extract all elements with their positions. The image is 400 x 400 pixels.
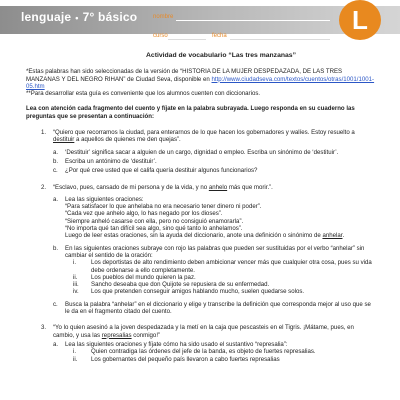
- sub-item: [53, 158, 376, 165]
- roman-item: [65, 348, 376, 355]
- sub-letter: c.: [53, 167, 58, 175]
- sub-text: [65, 232, 376, 239]
- sub-item: [53, 245, 376, 296]
- fecha-line: [230, 39, 330, 40]
- sub-letter: b.: [53, 157, 59, 165]
- question-number: 2.: [41, 183, 47, 191]
- question-number: 1.: [41, 129, 47, 137]
- roman-number: i.: [73, 348, 77, 356]
- target-word: represalias: [101, 331, 132, 339]
- instructions: Lea con atención cada fragmento del cuento y fíjate en la palabra subrayada. Luego responda en su cuaderno las preguntas que se presentan a continuación:: [26, 105, 355, 120]
- target-word: anhelo: [208, 183, 228, 191]
- source-link[interactable]: http://www.ciudadseva.com/textos/cuentos/otras/1001/1001-05.htm: [26, 75, 375, 90]
- sub-letter: a.: [53, 195, 59, 203]
- quote-text: “Quiero que recorramos la ciudad, para enterarnos de lo que hacen los gobernadores y walíes. Estoy resuelto a: [53, 129, 355, 137]
- quote-text: a aquellos de quienes me den quejas”.: [74, 136, 181, 144]
- sub-text: Busca la palabra “anhelar” en el diccionario y elige y transcribe la definición que corresponda mejor al uso que se le da en el fragmento citado del cuento.: [65, 300, 371, 316]
- sub-item: [53, 149, 376, 156]
- worksheet-header: [0, 0, 400, 45]
- question-2: [26, 184, 376, 316]
- sub-letter: b.: [53, 244, 59, 252]
- quote-text: conmigo!”: [131, 331, 161, 339]
- worksheet-body: [26, 52, 376, 363]
- quote-text: “Esclavo, pues, cansado de mi persona y de la vida, y no: [53, 183, 209, 191]
- sub-item: [53, 341, 376, 363]
- nombre-label: nombre: [153, 14, 174, 20]
- subject-title: [21, 10, 137, 24]
- roman-item: [65, 274, 376, 281]
- roman-text: Los pueblos del mundo quieren la paz.: [91, 273, 196, 281]
- roman-number: iv.: [73, 288, 79, 296]
- sub-item: [53, 301, 376, 316]
- curso-line: [168, 39, 206, 40]
- roman-item: [65, 281, 376, 288]
- sub-text: Lea las siguientes oraciones y fíjate cómo ha sido usado el sustantivo “represalia”:: [65, 340, 288, 348]
- question-quote: [53, 324, 376, 339]
- question-1: [26, 129, 376, 174]
- sub-letter: c.: [53, 300, 58, 308]
- roman-number: ii.: [73, 355, 78, 363]
- sub-text-part: Luego de leer estas oraciones, sin la ayuda del diccionario, anote una definición o sinónimo de: [65, 232, 323, 240]
- subject-name: lenguaje: [21, 10, 72, 24]
- roman-number: i.: [73, 259, 77, 267]
- sub-letter: a.: [53, 148, 59, 156]
- roman-text: Los que pretenden conseguir amigos hablando mucho, suelen quedarse solos.: [91, 288, 305, 296]
- roman-item: [65, 259, 376, 274]
- roman-text: Quien contradiga las órdenes del jefe de la banda, es objeto de fuertes represalias.: [91, 348, 316, 356]
- fecha-label: fecha: [212, 33, 227, 39]
- sub-item: [53, 196, 376, 240]
- roman-text: Los deportistas de alto rendimiento deben ambicionar vencer más que cualquier otra cosa, pues su vida debe ordenarse a ello completamente.: [91, 259, 372, 274]
- roman-text: Los gobernantes del pequeño país llevaron a cabo fuertes represalias: [91, 355, 280, 363]
- sub-text: En las siguientes oraciones subraye con rojo las palabras que pueden ser sustituidas por el verbo “anhelar” sin cambiar el sentido de la oración:: [65, 244, 365, 259]
- source-note-text: *Estas palabras han sido seleccionadas de la versión de “HISTORIA DE LA MUJER DESPEDAZADA, DE LAS TRES MANZANAS Y DEL NEGRO RIHAN” de Ciudad Seva, disponible en: [26, 68, 343, 83]
- sub-text-part: .: [342, 232, 345, 240]
- target-word: anhelar: [322, 232, 343, 240]
- question-quote: [53, 184, 376, 191]
- example-sentence: “Cada vez que anhelo algo, lo has negado por los dioses”.: [65, 210, 223, 218]
- subject-logo: [339, 0, 381, 40]
- quote-text: más que morir.”.: [227, 183, 273, 191]
- nombre-line: [176, 20, 330, 21]
- sub-text: Lea las siguientes oraciones:: [65, 195, 144, 203]
- sub-letter: a.: [53, 340, 59, 348]
- question-number: 3.: [41, 324, 47, 332]
- question-3: [26, 324, 376, 362]
- roman-text: Sancho deseaba que don Quijote se repusiera de su enfermedad.: [91, 281, 270, 289]
- roman-item: [65, 356, 376, 363]
- example-sentence: “No importa qué tan difícil sea algo, sino qué tanto lo anhelamos”.: [65, 225, 243, 233]
- sub-text: ‘Destituir’ significa sacar a alguien de un cargo, dignidad o empleo. Escriba un sinónimo de ‘destituir’.: [65, 148, 339, 156]
- logo-letter: L: [352, 4, 368, 35]
- example-sentence: “Siempre anheló casarse con ella, pero no consiguió enamorarla”.: [65, 217, 244, 225]
- roman-item: [65, 288, 376, 295]
- curso-label: curso: [153, 33, 168, 39]
- quote-text: “Yo lo quien asesinó a la joven despedazada y la metí en la caja que pescasteis en el Tigris. ¡Mátame, pues, en cambio, y usa las: [53, 324, 354, 339]
- dictionary-note: **Para desarrollar esta guía es conveniente que los alumnos cuenten con diccionarios.: [26, 90, 261, 98]
- grade-level: 7° básico: [82, 10, 138, 24]
- source-note: [26, 68, 376, 90]
- target-word: destituir: [53, 136, 75, 144]
- roman-number: iii.: [73, 281, 79, 289]
- title-separator: •: [75, 13, 79, 23]
- sub-text: ¿Por qué cree usted que el califa quería destituir algunos funcionarios?: [65, 167, 258, 175]
- sub-text: Escriba un antónimo de ‘destituir’.: [65, 157, 157, 165]
- roman-number: ii.: [73, 273, 78, 281]
- activity-title: Actividad de vocabulario “Las tres manzanas”: [146, 52, 296, 59]
- example-sentence: “Para satisfacer lo que anhelaba no era necesario tener dinero ni poder”.: [65, 203, 262, 211]
- sub-item: [53, 167, 376, 174]
- question-quote: [53, 129, 376, 144]
